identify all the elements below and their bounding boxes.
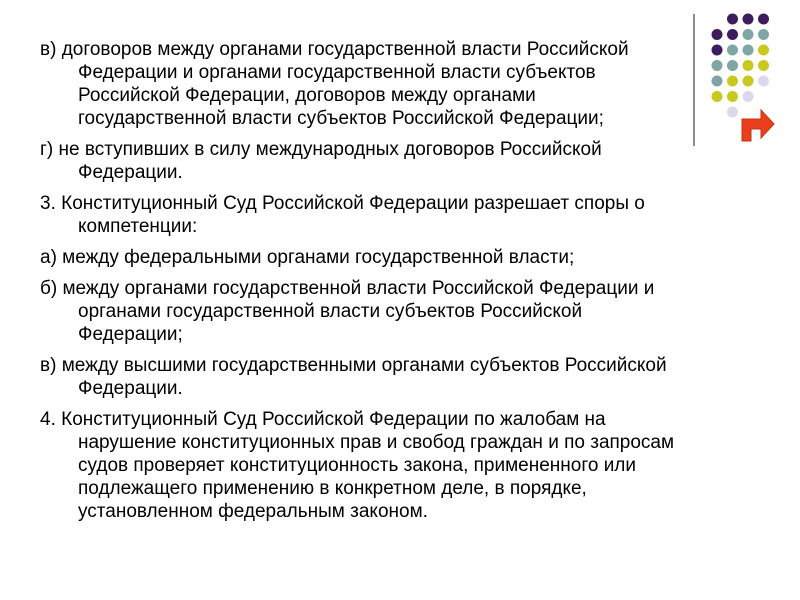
decorative-dot [758,14,769,25]
decorative-dot [758,76,769,87]
decorative-dot [727,76,738,87]
decorative-dot [758,60,769,71]
decorative-dot [712,76,723,87]
decorative-dot [712,60,723,71]
decorative-dot [743,45,754,56]
decorative-dot [743,29,754,40]
red-bent-arrow-icon [737,99,777,145]
decorative-dot [743,60,754,71]
decorative-dot [758,45,769,56]
decorative-dot [743,14,754,25]
paragraph-g-treaties: г) не вступивших в силу международных договоров Российской Федерации. [40,139,602,183]
paragraph-v-agreements: в) договоров между органами государственной власти Российской Федерации и органами государственной власти субъектов Российской Федерации, договоров между органами государственной власти субъектов Российской Федерации; [40,39,629,129]
decorative-dot [712,45,723,56]
paragraph-a-federal: а) между федеральными органами государственной власти; [40,247,575,268]
vertical-divider-line [693,14,695,146]
decorative-dot [727,14,738,25]
decorative-dot [758,29,769,40]
paragraph-v-higher-organs: в) между высшими государственными органами субъектов Российской Федерации. [40,355,667,399]
decorative-dot [712,91,723,102]
decorative-dot [712,29,723,40]
paragraph-4-complaints: 4. Конституционный Суд Российской Федерации по жалобам на нарушение конституционных прав и свобод граждан и по запросам судов проверяет конституционность закона, примененного или подлежащего применению в конкретном деле, в порядке, установленном федеральным законом. [40,409,675,522]
decorative-dot [743,76,754,87]
slide-body [40,38,680,531]
decorative-dot [727,29,738,40]
decorative-dot [727,60,738,71]
paragraph-3-competence: 3. Конституционный Суд Российской Федерации разрешает споры о компетенции: [40,193,645,237]
paragraph-b-federation-subjects: б) между органами государственной власти Российской Федерации и органами государственной власти субъектов Российской Федерации; [40,278,655,345]
decorative-dot [727,45,738,56]
